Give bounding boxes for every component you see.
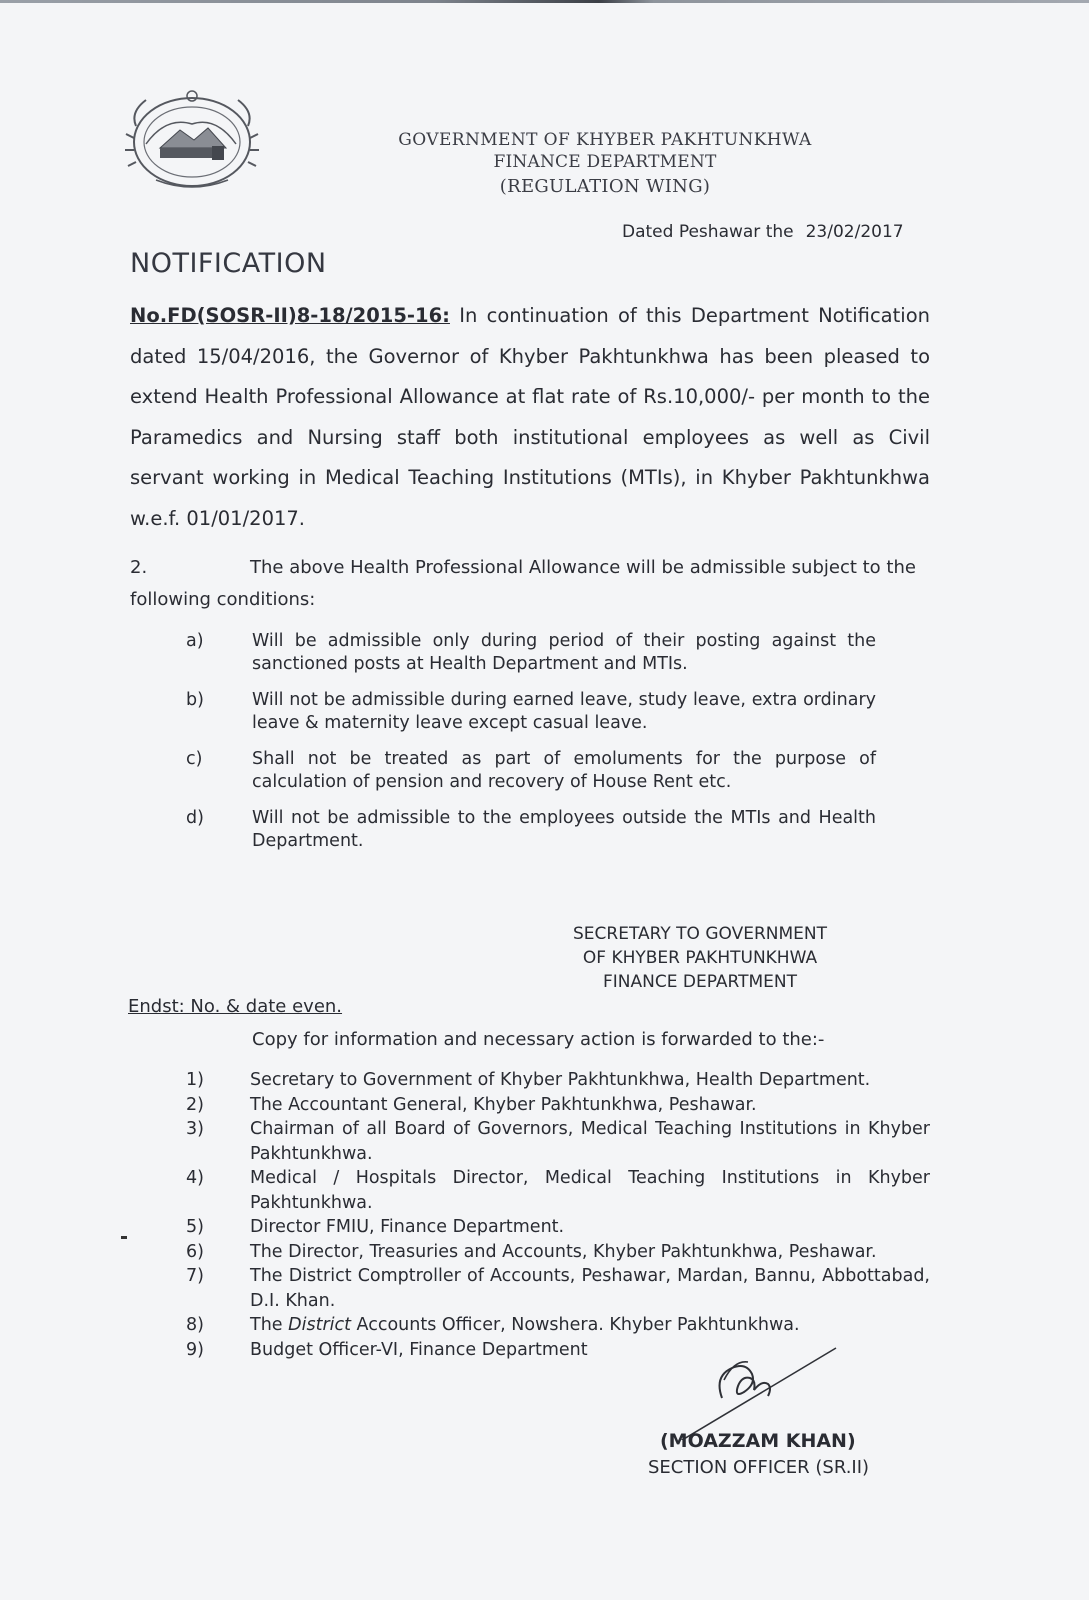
letterhead-department: FINANCE DEPARTMENT: [493, 152, 717, 172]
dated-line: [622, 222, 904, 242]
notification-reference: No.FD(SOSR-II)8-18/2015-16:: [130, 304, 450, 327]
distribution-text: Secretary to Government of Khyber Pakhtunkhwa, Health Department.: [250, 1070, 871, 1090]
condition-item: [186, 807, 876, 853]
distribution-number: 2): [186, 1094, 204, 1115]
condition-item: [186, 630, 876, 676]
government-seal-icon: [116, 86, 268, 198]
condition-label: b): [186, 690, 204, 710]
distribution-text-part: The: [250, 1315, 289, 1335]
distribution-item: [186, 1117, 930, 1166]
conditions-intro: [130, 552, 930, 616]
distribution-text: Medical / Hospitals Director, Medical Teaching Institutions in Khyber Pakhtunkhwa.: [250, 1168, 930, 1213]
distribution-text: Chairman of all Board of Governors, Medical Teaching Institutions in Khyber Pakhtunkhwa.: [250, 1119, 930, 1164]
condition-label: a): [186, 631, 204, 651]
notification-body: In continuation of this Department Notification dated 15/04/2016, the Governor of Khyber Pakhtunkhwa has been pleased to extend Health Professional Allowance at flat rate of Rs.10,000/- per month to the Paramedics and Nursing staff both institutional employees as well as Civil servant working in Medical Teaching Institutions (MTIs), in Khyber Pakhtunkhwa w.e.f. 01/01/2017.: [130, 304, 930, 530]
distribution-text: Budget Officer-VI, Finance Department: [250, 1339, 588, 1360]
distribution-number: 8): [186, 1315, 204, 1335]
distribution-text-italic: District: [288, 1315, 351, 1335]
condition-label: c): [186, 749, 203, 769]
distribution-list: [186, 1068, 930, 1362]
distribution-item: [186, 1215, 930, 1240]
condition-text: Will not be admissible during earned leave, study leave, extra ordinary leave & maternity leave except casual leave.: [252, 690, 876, 733]
distribution-item: [186, 1313, 930, 1338]
secretary-block: [560, 922, 840, 994]
distribution-text: Director FMIU, Finance Department.: [250, 1217, 565, 1237]
condition-label: d): [186, 808, 204, 828]
handwritten-signature: [624, 1340, 864, 1440]
margin-mark: [121, 1236, 127, 1239]
letterhead-wing: (REGULATION WING): [499, 176, 711, 197]
copy-forward-text: Copy for information and necessary action is forwarded to the:-: [252, 1029, 825, 1050]
distribution-number: 3): [186, 1119, 204, 1139]
conditions-intro-text: The above Health Professional Allowance will be admissible subject to the following conditions:: [130, 557, 916, 610]
distribution-item: [186, 1068, 930, 1093]
condition-item: [186, 689, 876, 735]
scan-top-edge: [0, 0, 1089, 3]
page-title: NOTIFICATION: [130, 248, 327, 279]
paragraph-number: 2.: [130, 557, 148, 578]
distribution-text: The District Comptroller of Accounts, Peshawar, Mardan, Bannu, Abbottabad, D.I. Khan.: [250, 1266, 930, 1311]
secretary-line: FINANCE DEPARTMENT: [603, 972, 797, 992]
notification-paragraph: [130, 296, 930, 539]
distribution-text: The Director, Treasuries and Accounts, Khyber Pakhtunkhwa, Peshawar.: [250, 1241, 877, 1262]
dated-label: Dated Peshawar the: [622, 222, 794, 242]
distribution-item: [186, 1093, 930, 1118]
secretary-line: OF KHYBER PAKHTUNKHWA: [582, 948, 818, 968]
distribution-text-part: Accounts Officer, Nowshera. Khyber Pakhtunkhwa.: [350, 1315, 800, 1335]
signatory-title: SECTION OFFICER (SR.II): [648, 1457, 870, 1478]
distribution-text: The Accountant General, Khyber Pakhtunkhwa, Peshawar.: [250, 1094, 757, 1115]
distribution-text: [250, 1313, 930, 1338]
distribution-number: 9): [186, 1339, 204, 1360]
letterhead-government: GOVERNMENT OF KHYBER PAKHTUNKHWA: [398, 130, 812, 150]
dated-value: 23/02/2017: [805, 222, 904, 242]
secretary-line: SECRETARY TO GOVERNMENT: [573, 924, 827, 944]
distribution-item: [186, 1240, 930, 1265]
endorsement-heading: Endst: No. & date even.: [128, 996, 343, 1017]
signatory-name: (MOAZZAM KHAN): [660, 1430, 856, 1452]
distribution-item: [186, 1166, 930, 1215]
distribution-number: 5): [186, 1217, 204, 1237]
letterhead: [360, 130, 850, 197]
condition-item: [186, 748, 876, 794]
distribution-number: 6): [186, 1241, 204, 1262]
conditions-list: [186, 630, 876, 866]
distribution-item: [186, 1264, 930, 1313]
distribution-number: 7): [186, 1266, 204, 1286]
condition-text: Will not be admissible to the employees outside the MTIs and Health Department.: [252, 808, 876, 851]
condition-text: Will be admissible only during period of their posting against the sanctioned posts at Health Department and MTIs.: [252, 631, 876, 674]
distribution-number: 1): [186, 1070, 204, 1090]
distribution-number: 4): [186, 1168, 204, 1188]
condition-text: Shall not be treated as part of emoluments for the purpose of calculation of pension and recovery of House Rent etc.: [252, 749, 876, 792]
